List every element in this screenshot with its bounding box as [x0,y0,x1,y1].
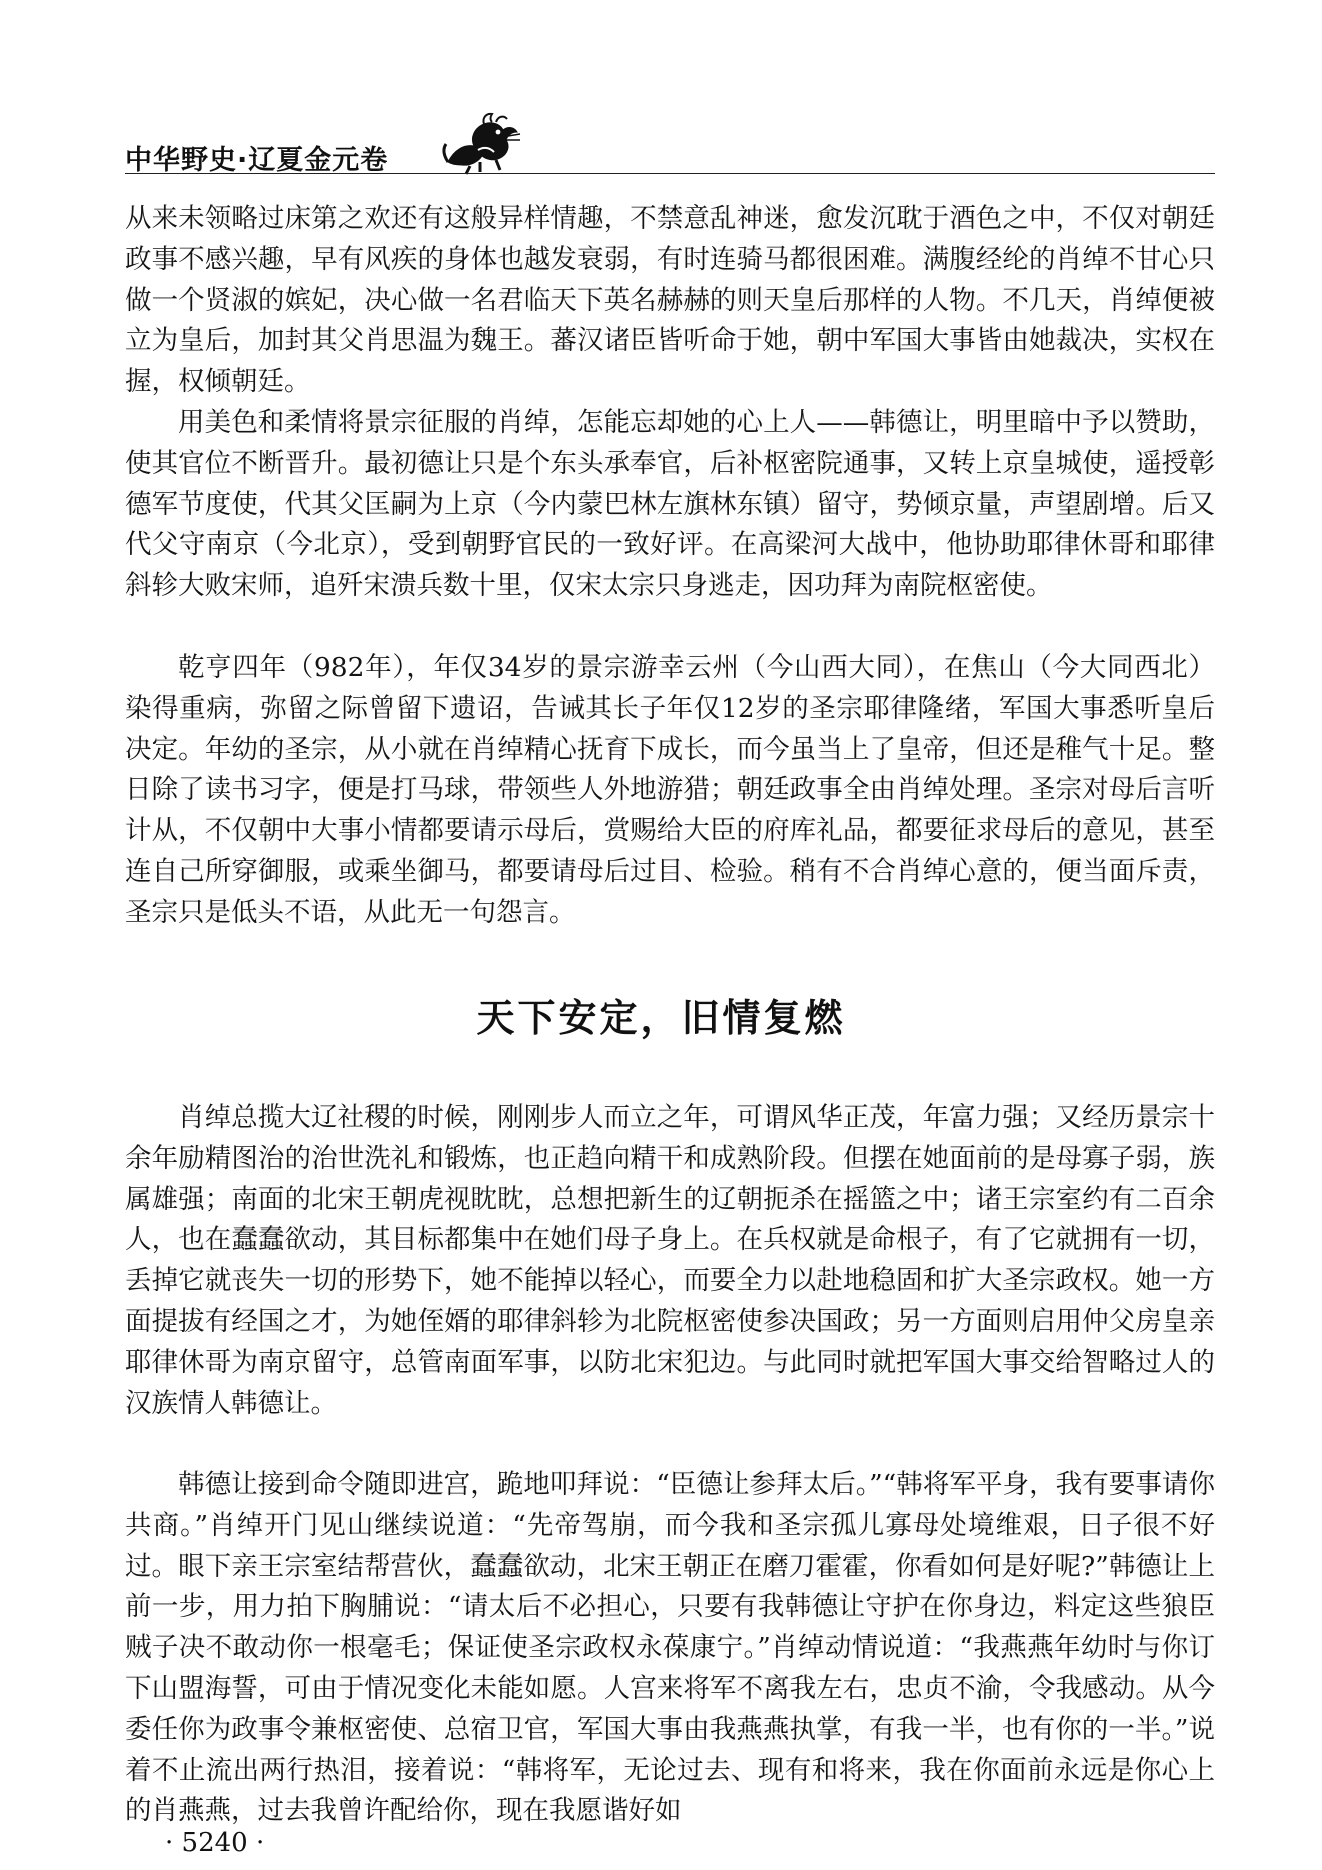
dragon-icon [440,110,522,176]
page-number: · 5240 · [165,1828,265,1858]
body-paragraph-1: 从来未领略过床第之欢还有这般异样情趣，不禁意乱神迷，愈发沉耽于酒色之中，不仅对朝廷政事不感兴趣，早有风疾的身体也越发衰弱，有时连骑马都很困难。满腹经纶的肖绰不甘心只做一个贤淑的嫔妃，决心做一名君临天下英名赫赫的则天皇后那样的人物。不几天，肖绰便被立为皇后，加封其父肖思温为魏王。蕃汉诸臣皆听命于她，朝中军国大事皆由她裁决，实权在握，权倾朝廷。 [125,203,1215,398]
body-paragraph-4: 肖绰总揽大辽社稷的时候，刚刚步人而立之年，可谓风华正茂，年富力强；又经历景宗十余年励精图治的治世洗礼和锻炼，也正趋向精干和成熟阶段。但摆在她面前的是母寡子弱，族属雄强；南面的北宋王朝虎视眈眈，总想把新生的辽朝扼杀在摇篮之中；诸王宗室约有二百余人，也在蠢蠢欲动，其目标都集中在她们母子身上。在兵权就是命根子，有了它就拥有一切，丢掉它就丧失一切的形势下，她不能掉以轻心，而要全力以赴地稳固和扩大圣宗政权。她一方面提拔有经国之才，为她侄婿的耶律斜轸为北院枢密使参决国政；另一方面则启用仲父房皇亲耶律休哥为南京留守，总管南面军事，以防北宋犯边。与此同时就把军国大事交给智略过人的汉族情人韩德让。 [125,1102,1215,1419]
book-title: 中华野史·辽夏金元卷 [125,145,389,176]
body-paragraph-2: 用美色和柔情将景宗征服的肖绰，怎能忘却她的心上人——韩德让，明里暗中予以赞助，使其官位不断晋升。最初德让只是个东头承奉官，后补枢密院通事，又转上京皇城使，遥授彰德军节度使，代其父匡嗣为上京（今内蒙巴林左旗林东镇）留守，势倾京量，声望剧增。后又代父守南京（今北京），受到朝野官民的一致好评。在高梁河大战中，他协助耶律休哥和耶律斜轸大败宋师，追歼宋溃兵数十里，仅宋太宗只身逃走，因功拜为南院枢密使。 [125,407,1215,602]
body-paragraph-3: 乾亨四年（982年），年仅34岁的景宗游幸云州（今山西大同），在焦山（今大同西北）染得重病，弥留之际曾留下遗诏，告诫其长子年仅12岁的圣宗耶律隆绪，军国大事悉听皇后决定。年幼的圣宗，从小就在肖绰精心抚育下成长，而今虽当上了皇帝，但还是稚气十足。整日除了读书习字，便是打马球，带领些人外地游猎；朝廷政事全由肖绰处理。圣宗对母后言听计从，不仅朝中大事小情都要请示母后，赏赐给大臣的府库礼品，都要征求母后的意见，甚至连自己所穿御服，或乘坐御马，都要请母后过目、检验。稍有不合肖绰心意的，便当面斥责，圣宗只是低头不语，从此无一句怨言。 [125,652,1215,928]
body-paragraph-5: 韩德让接到命令随即进宫，跪地叩拜说：“臣德让参拜太后。”“韩将军平身，我有要事请你共商。”肖绰开门见山继续说道：“先帝驾崩，而今我和圣宗孤儿寡母处境维艰，日子很不好过。眼下亲王宗室结帮营伙，蠢蠢欲动，北宋王朝正在磨刀霍霍，你看如何是好呢?”韩德让上前一步，用力拍下胸脯说：“请太后不必担心，只要有我韩德让守护在你身边，料定这些狼臣贼子决不敢动你一根毫毛；保证使圣宗政权永葆康宁。”肖绰动情说道：“我燕燕年幼时与你订下山盟海誓，可由于情况变化未能如愿。人宫来将军不离我左右，忠贞不渝，令我感动。从今委任你为政事令兼枢密使、总宿卫官，军国大事由我燕燕执掌，有我一半，也有你的一半。”说着不止流出两行热泪，接着说：“韩将军，无论过去、现有和将来，我在你面前永远是你心上的肖燕燕，过去我曾许配给你，现在我愿谐好如 [125,1469,1215,1827]
running-header [125,110,1215,176]
header-rule [125,173,1215,174]
section-heading: 天下安定，旧情复燃 [476,996,846,1040]
